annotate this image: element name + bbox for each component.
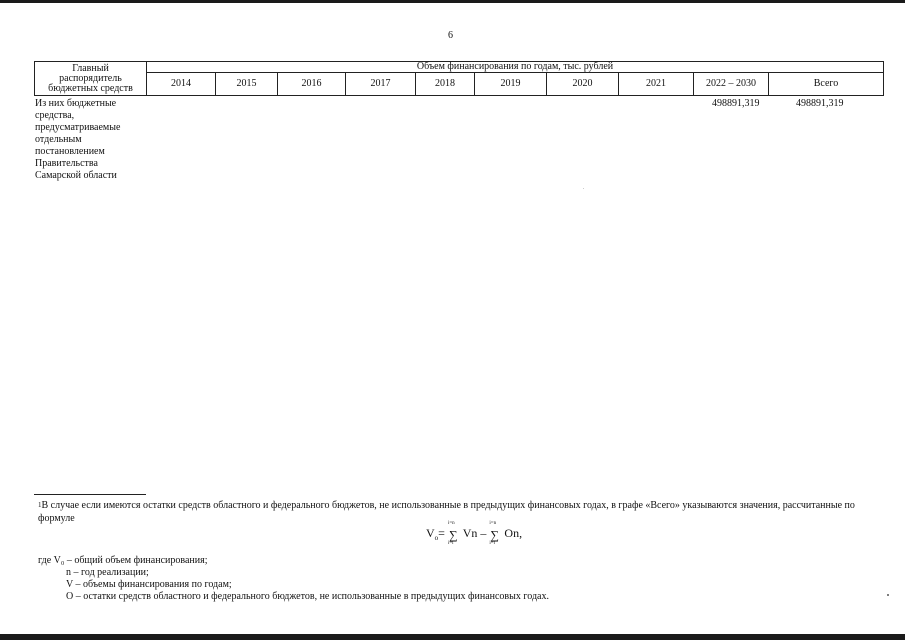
header-line: распорядитель (59, 72, 122, 84)
header-year-2020: 2020 (547, 73, 619, 96)
definition-o: O – остатки средств областного и федерального бюджетов, не использованные в предыдущих финансовых годах. (66, 591, 549, 602)
page-number: 6 (448, 30, 453, 41)
header-line: бюджетных средств (48, 82, 133, 94)
footnote-text (38, 499, 878, 525)
row-label-line: отдельным (35, 134, 82, 145)
row-label-line: предусматриваемые (35, 122, 121, 133)
formula-lhs: V (426, 525, 435, 540)
cell-value-total: 498891,319 (796, 98, 844, 109)
financing-table (34, 61, 884, 96)
cell-value-2022-2030: 498891,319 (712, 98, 760, 109)
header-year-2015: 2015 (216, 73, 278, 96)
sum-lower-limit: i=i (447, 541, 454, 546)
scan-speck (583, 188, 584, 189)
footnote-divider (34, 494, 146, 495)
formula-term-1: Vn (462, 525, 478, 540)
footnote-mark: 1 (38, 501, 42, 509)
row-label-line: Правительства (35, 158, 98, 169)
scan-speck (887, 594, 889, 596)
header-year-2019: 2019 (475, 73, 547, 96)
definition-v: V – объемы финансирования по годам; (66, 579, 232, 590)
scan-edge-top (0, 0, 905, 3)
header-main-distributor (35, 62, 147, 96)
header-year-2014: 2014 (147, 73, 216, 96)
sum-symbol: i=n ∑ i=i (447, 521, 458, 546)
formula-lhs-sub: o (434, 534, 439, 543)
row-label-line: Самарской области (35, 170, 117, 181)
header-year-2021: 2021 (619, 73, 694, 96)
row-label-line: постановлением (35, 146, 105, 157)
sum-lower-limit: i=i (489, 541, 496, 546)
header-line: Главный (72, 62, 109, 74)
header-years-2022-2030: 2022 – 2030 (694, 73, 769, 96)
definition-n: n – год реализации; (66, 567, 149, 578)
header-year-2016: 2016 (278, 73, 346, 96)
sum-upper-limit: i=n (447, 521, 455, 526)
row-label-budget-funds (35, 98, 145, 182)
header-financing-group: Объем финансирования по годам, тыс. рублей (147, 62, 884, 73)
header-year-2017: 2017 (346, 73, 416, 96)
scan-edge-bottom (0, 634, 905, 640)
sum-symbol: i=n ∑ i=i (489, 521, 499, 546)
definition-vo: где V₀ – общий объем финансирования; (38, 555, 208, 566)
sum-upper-limit: i=n (489, 521, 497, 526)
header-total: Всего (769, 73, 884, 96)
row-label-line: средства, (35, 110, 75, 121)
formula-term-2: On, (504, 525, 523, 540)
footnote-body: В случае если имеются остатки средств областного и федерального бюджетов, не использованные в предыдущих финансовых годах, в графе «Всего» указываются значения, рассчитанные по формуле (38, 500, 855, 524)
formula: $V_o=$ i=n ∑ i=i Vn – i=n ∑ i=i On, (426, 521, 523, 546)
row-label-line: Из них бюджетные (35, 98, 117, 109)
header-year-2018: 2018 (416, 73, 475, 96)
